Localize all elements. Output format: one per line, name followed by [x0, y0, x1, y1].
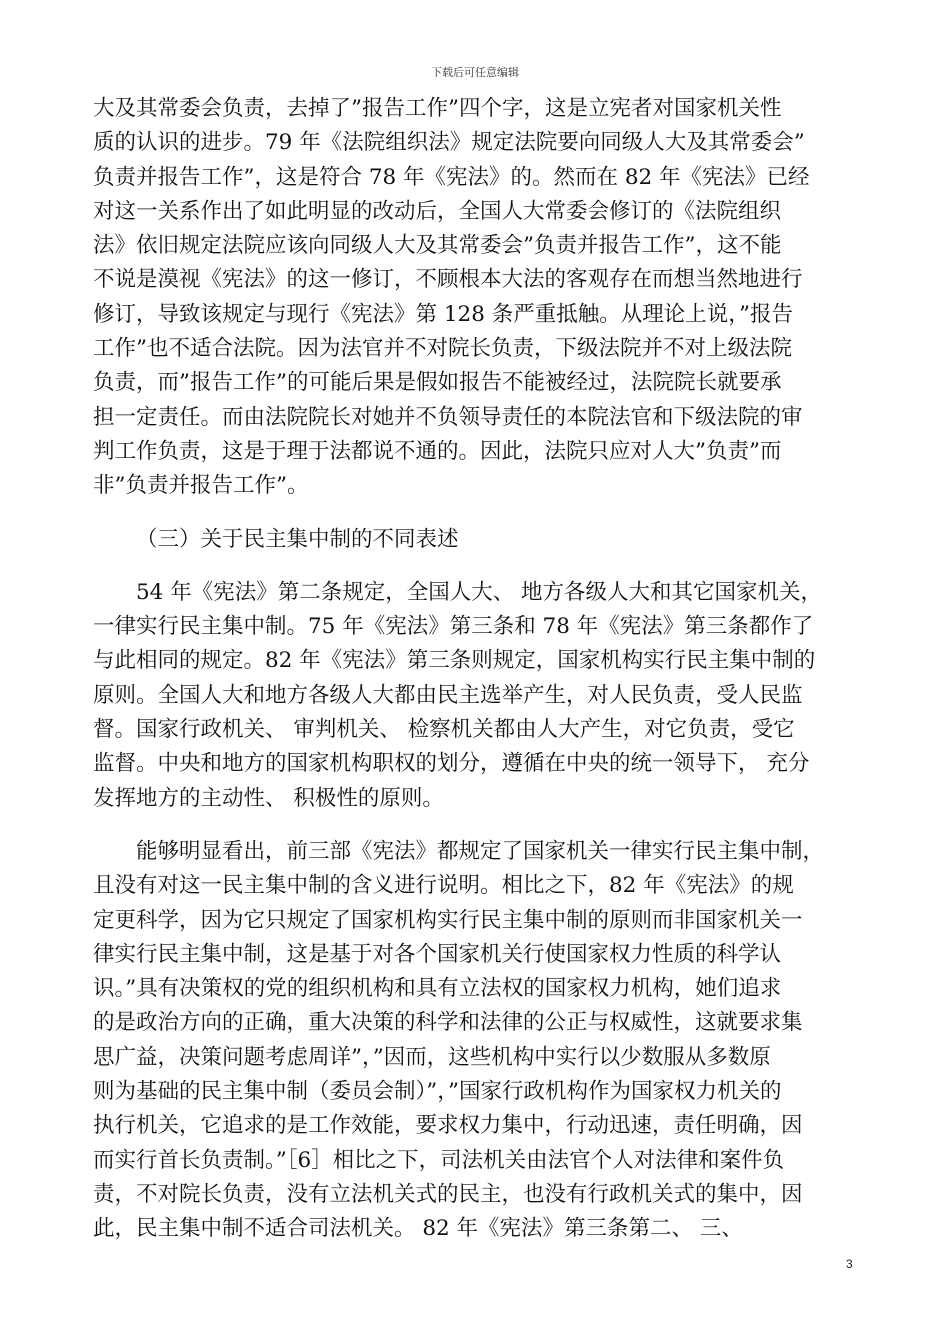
text-line: 定更科学，因为它只规定了国家机构实行民主集中制的原则而非国家机关一: [93, 907, 803, 933]
text-line: 且没有对这一民主集中制的含义进行说明。相比之下，82 年《宪法》的规: [93, 873, 794, 899]
text-line: 识。”具有决策权的党的组织机构和具有立法权的国家权力机构，她们追求: [93, 976, 782, 1002]
text-line: 负责并报告工作”，这是符合 78 年《宪法》的。然而在 82 年《宪法》已经: [93, 164, 810, 190]
paragraph-4: [93, 835, 859, 1247]
text-line: 原则。全国人大和地方各级人大都由民主选举产生，对人民负责，受人民监: [93, 682, 803, 708]
text-line: 非”负责并报告工作”。: [93, 473, 309, 499]
text-line: 思广益，决策问题考虑周详”，”因而，这些机构中实行以少数服从多数原: [93, 1044, 771, 1070]
text-line: 54 年《宪法》第二条规定，全国人大、 地方各级人大和其它国家机关，: [136, 579, 823, 605]
text-line: 能够明显看出，前三部《宪法》都规定了国家机关一律实行民主集中制，: [136, 838, 825, 864]
text-line: 发挥地方的主动性、 积极性的原则。: [93, 785, 444, 811]
section-heading-text: （三）关于民主集中制的不同表述: [136, 526, 459, 552]
text-line: 执行机关，它追求的是工作效能，要求权力集中，行动迅速，责任明确，因: [93, 1113, 803, 1139]
text-line: 而实行首长负责制。”［6］相比之下，司法机关由法官个人对法律和案件负: [93, 1147, 785, 1173]
text-line: 大及其常委会负责，去掉了”报告工作”四个字，这是立宪者对国家机关性: [93, 96, 782, 121]
text-line: 负责，而”报告工作”的可能后果是假如报告不能被经过，法院院长就要承: [93, 370, 782, 396]
page-header: 下载后可任意编辑: [431, 66, 519, 79]
text-line: 督。国家行政机关、 审判机关、 检察机关都由人大产生，对它负责，受它: [93, 717, 795, 743]
text-line: 法》依旧规定法院应该向同级人大及其常委会”负责并报告工作”，这不能: [93, 233, 782, 259]
paragraph-3: [93, 576, 859, 816]
text-line: 的是政治方向的正确，重大决策的科学和法律的公正与权威性，这就要求集: [93, 1010, 803, 1036]
text-line: 律实行民主集中制，这是基于对各个国家机关行使国家权力性质的科学认: [93, 941, 782, 967]
text-line: 责，不对院长负责，没有立法机关式的民主，也没有行政机关式的集中，因: [93, 1181, 803, 1207]
text-line: 一律实行民主集中制。75 年《宪法》第三条和 78 年《宪法》第三条都作了: [93, 614, 814, 640]
paragraph-1: [93, 92, 859, 504]
text-line: 监督。中央和地方的国家机构职权的划分，遵循在中央的统一领导下， 充分: [93, 751, 810, 777]
text-line: 与此相同的规定。82 年《宪法》第三条则规定，国家机构实行民主集中制的: [93, 648, 816, 674]
text-line: 对这一关系作出了如此明显的改动后，全国人大常委会修订的《法院组织: [93, 198, 782, 224]
text-line: 不说是漠视《宪法》的这一修订，不顾根本大法的客观存在而想当然地进行: [93, 267, 803, 293]
section-heading: [93, 523, 859, 557]
text-line: 修订，导致该规定与现行《宪法》第 128 条严重抵触。从理论上说，”报告: [93, 301, 793, 327]
page-number: 3: [846, 1257, 853, 1271]
text-line: 质的认识的进步。79 年《法院组织法》规定法院要向同级人大及其常委会”: [93, 130, 805, 156]
document-body: [93, 92, 859, 1247]
text-line: 判工作负责，这是于理于法都说不通的。因此，法院只应对人大”负责”而: [93, 438, 782, 464]
text-line: 担一定责任。而由法院院长对她并不负领导责任的本院法官和下级法院的审: [93, 404, 803, 430]
text-line: 则为基础的民主集中制（委员会制）”，”国家行政机构作为国家权力机关的: [93, 1079, 782, 1105]
text-line: 此，民主集中制不适合司法机关。 82 年《宪法》第三条第二、 三、: [93, 1216, 743, 1242]
text-line: 工作”也不适合法院。因为法官并不对院长负责，下级法院并不对上级法院: [93, 336, 792, 362]
